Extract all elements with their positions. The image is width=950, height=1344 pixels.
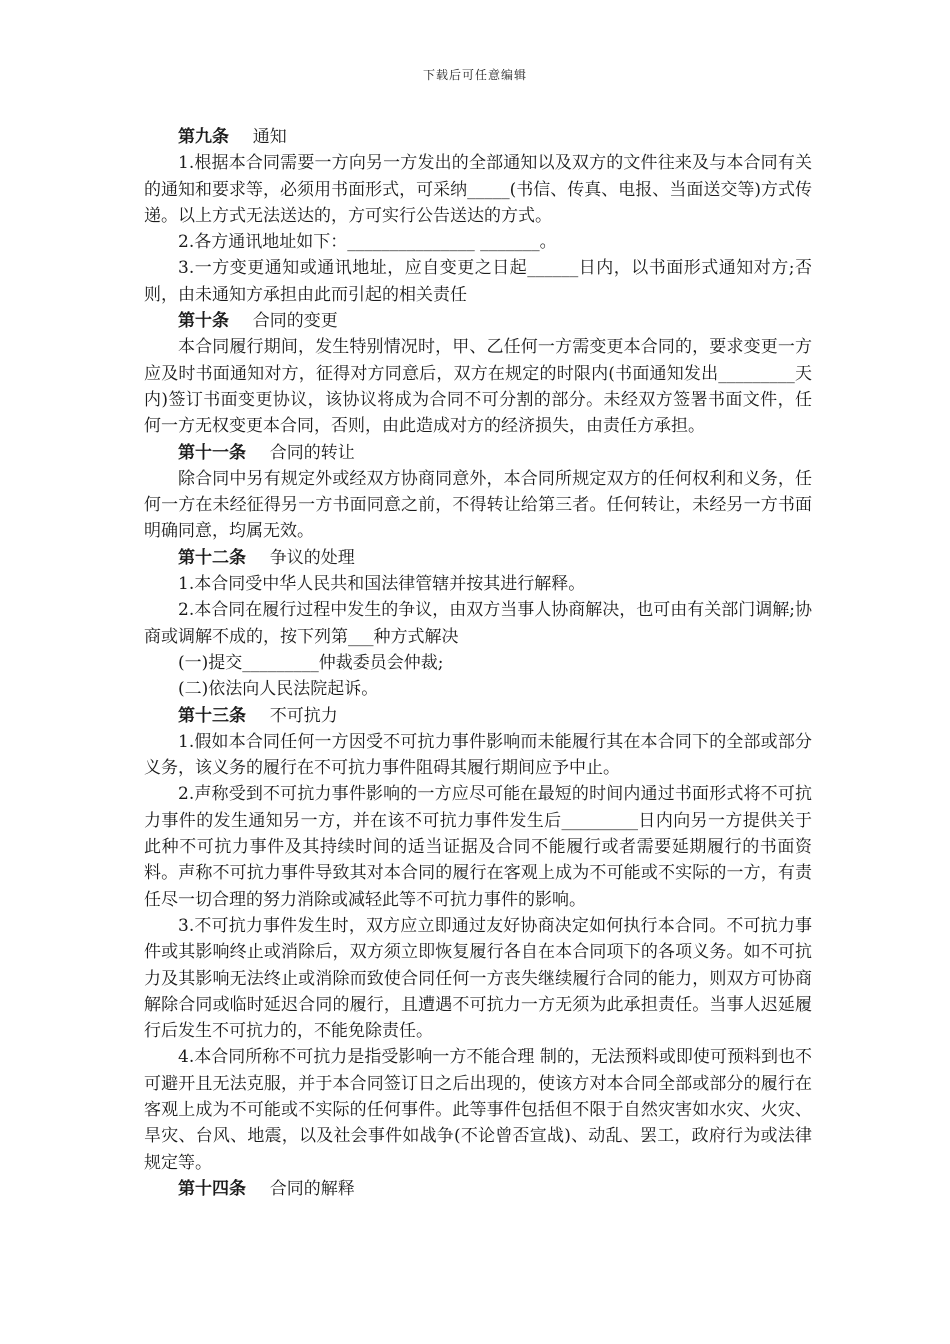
paragraph: 除合同中另有规定外或经双方协商同意外，本合同所规定双方的任何权利和义务，任何一方在未经征得另一方书面同意之前，不得转让给第三者。任何转让，未经另一方书面明确同意，均属无效。 — [144, 468, 812, 542]
paragraph: 1.本合同受中华人民共和国法律管辖并按其进行解释。 — [178, 574, 586, 595]
article-title: 合同的变更 — [252, 311, 338, 332]
article-title: 通知 — [252, 127, 287, 147]
paragraph: 3.一方变更通知或通讯地址，应自变更之日起______日内，以书面形式通知对方;否则，由未通知方承担由此而引起的相关责任 — [144, 258, 812, 305]
article-number: 第十四条 — [178, 1178, 246, 1199]
article-title: 不可抗力 — [269, 705, 338, 726]
article-heading — [144, 703, 812, 729]
article-number: 第十条 — [178, 311, 229, 332]
paragraph: (二)依法向人民法院起诉。 — [178, 679, 379, 700]
article-number: 第十二条 — [178, 547, 246, 568]
article-heading — [144, 308, 812, 334]
article-title: 合同的转让 — [269, 442, 355, 463]
page-header: 下载后可任意编辑 — [422, 68, 527, 82]
document-body — [144, 124, 812, 1202]
article-heading — [144, 440, 812, 466]
paragraph: 2.本合同在履行过程中发生的争议，由双方当事人协商解决，也可由有关部门调解;协商或调解不成的，按下列第___种方式解决 — [144, 600, 812, 647]
paragraph: (一)提交_________仲裁委员会仲裁; — [178, 652, 444, 673]
article-number: 第九条 — [178, 127, 229, 147]
article-heading — [144, 1176, 812, 1202]
article-number: 第十一条 — [178, 442, 246, 463]
article-number: 第十三条 — [178, 705, 246, 726]
article-heading — [144, 124, 812, 150]
paragraph: 4.本合同所称不可抗力是指受影响一方不能合理 制的，无法预料或即使可预料到也不可避开且无法克服，并于本合同签订日之后出现的，使该方对本合同全部或部分的履行在客观上成为不可能或不实际的任何事件。此等事件包括但不限于自然灾害如水灾、火灾、旱灾、台风、地震，以及社会事件如战争(不论曾否宣战)、动乱、罢工，政府行为或法律规定等。 — [144, 1047, 812, 1173]
paragraph: 本合同履行期间，发生特别情况时，甲、乙任何一方需变更本合同的，要求变更一方应及时书面通知对方，征得对方同意后，双方在规定的时限内(书面通知发出_________天内)签订书面变更协议，该协议将成为合同不可分割的部分。未经双方签署书面文件，任何一方无权变更本合同，否则，由此造成对方的经济损失，由责任方承担。 — [144, 337, 812, 437]
paragraph: 1.假如本合同任何一方因受不可抗力事件影响而未能履行其在本合同下的全部或部分义务，该义务的履行在不可抗力事件阻碍其履行期间应予中止。 — [144, 731, 812, 779]
article-title: 争议的处理 — [269, 547, 355, 568]
article-title: 合同的解释 — [269, 1178, 355, 1199]
paragraph: 2.声称受到不可抗力事件影响的一方应尽可能在最短的时间内通过书面形式将不可抗力事件的发生通知另一方，并在该不可抗力事件发生后_________日内向另一方提供关于此种不可抗力事件及其持续时间的适当证据及合同不能履行或者需要延期履行的书面资料。声称不可抗力事件导致其对本合同的履行在客观上成为不可能或不实际的一方，有责任尽一切合理的努力消除或减轻此等不可抗力事件的影响。 — [144, 784, 812, 910]
paragraph: 3.不可抗力事件发生时，双方应立即通过友好协商决定如何执行本合同。不可抗力事件或其影响终止或消除后，双方须立即恢复履行各自在本合同项下的各项义务。如不可抗力及其影响无法终止或消除而致使合同任何一方丧失继续履行合同的能力，则双方可协商解除合同或临时延迟合同的履行，且遭遇不可抗力一方无须为此承担责任。当事人迟延履行后发生不可抗力的，不能免除责任。 — [144, 915, 812, 1042]
article-heading — [144, 545, 812, 571]
paragraph: 1.根据本合同需要一方向另一方发出的全部通知以及双方的文件往来及与本合同有关的通知和要求等，必须用书面形式，可采纳_____(书信、传真、电报、当面送交等)方式传递。以上方式无法送达的，方可实行公告送达的方式。 — [144, 153, 812, 226]
paragraph: 2.各方通讯地址如下：_______________ _______。 — [178, 232, 557, 253]
